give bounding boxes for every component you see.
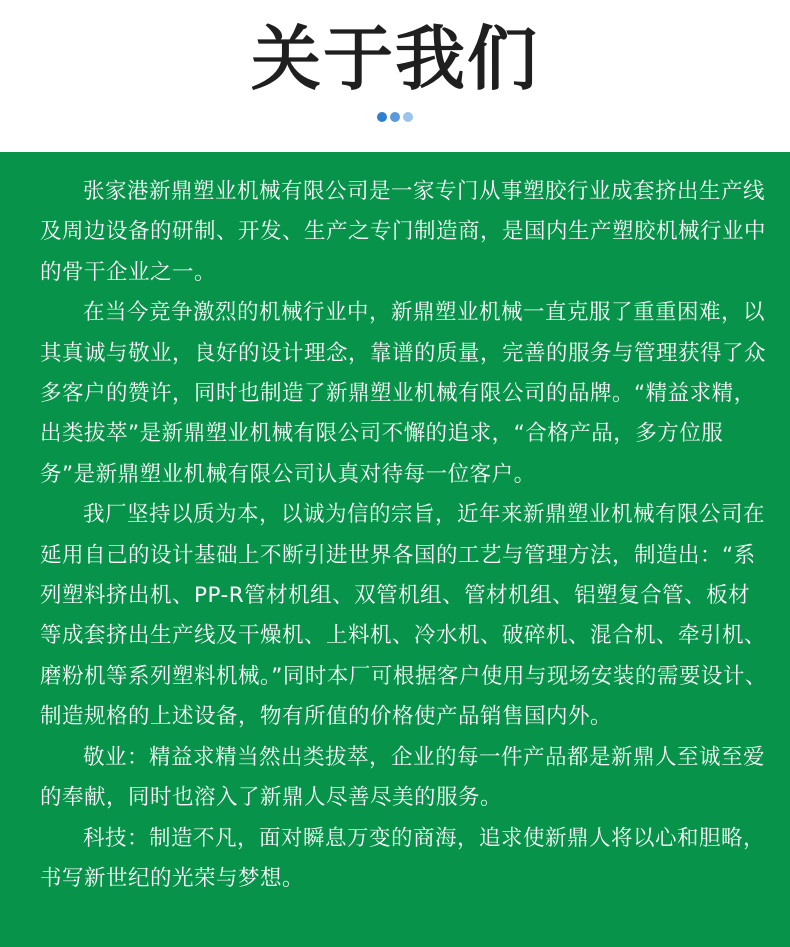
- paragraph-technology: 科技：制造不凡，面对瞬息万变的商海，追求使新鼎人将以心和胆略，书写新世纪的光荣与梦想。: [40, 825, 766, 891]
- paragraph-intro: 张家港新鼎塑业机械有限公司是一家专门从事塑胶行业成套挤出生产线及周边设备的研制、开发、生产之专门制造商，是国内生产塑胶机械行业中的骨干企业之一。: [40, 179, 767, 285]
- paragraph-dedication: 敬业：精益求精当然出类拔萃，企业的每一件产品都是新鼎人至诚至爱的奉献，同时也溶入了新鼎人尽善尽美的服务。: [40, 744, 766, 811]
- title-decoration-dots: [0, 112, 790, 122]
- about-content-panel: [0, 152, 790, 947]
- decoration-dot-3: [403, 112, 413, 122]
- page-title: 关于我们: [251, 18, 539, 100]
- paragraph-products: 我厂坚持以质为本，以诚为信的宗旨，近年来新鼎塑业机械有限公司在延用自己的设计基础上不断引进世界各国的工艺与管理方法，制造出：“系列塑料挤出机、PP-R管材机组、双管机组、管材机组、铝塑复合管、板材等成套挤出生产线及干燥机、上料机、冷水机、破碎机、混合机、牵引机、磨粉机等系列塑料机械。”同时本厂可根据客户使用与现场安装的需要设计、制造规格的上述设备，物有所值的价格使产品销售国内外。: [40, 502, 767, 730]
- decoration-dot-2: [390, 112, 400, 122]
- decoration-dot-1: [377, 112, 387, 122]
- header: [0, 0, 790, 152]
- paragraph-reputation: 在当今竞争激烈的机械行业中，新鼎塑业机械一直克服了重重困难，以其真诚与敬业，良好的设计理念，靠谱的质量，完善的服务与管理获得了众多客户的赞许，同时也制造了新鼎塑业机械有限公司的品牌。“精益求精，出类拔萃”是新鼎塑业机械有限公司不懈的追求，“合格产品，多方位服务”是新鼎塑业机械有限公司认真对待每一位客户。: [40, 300, 767, 487]
